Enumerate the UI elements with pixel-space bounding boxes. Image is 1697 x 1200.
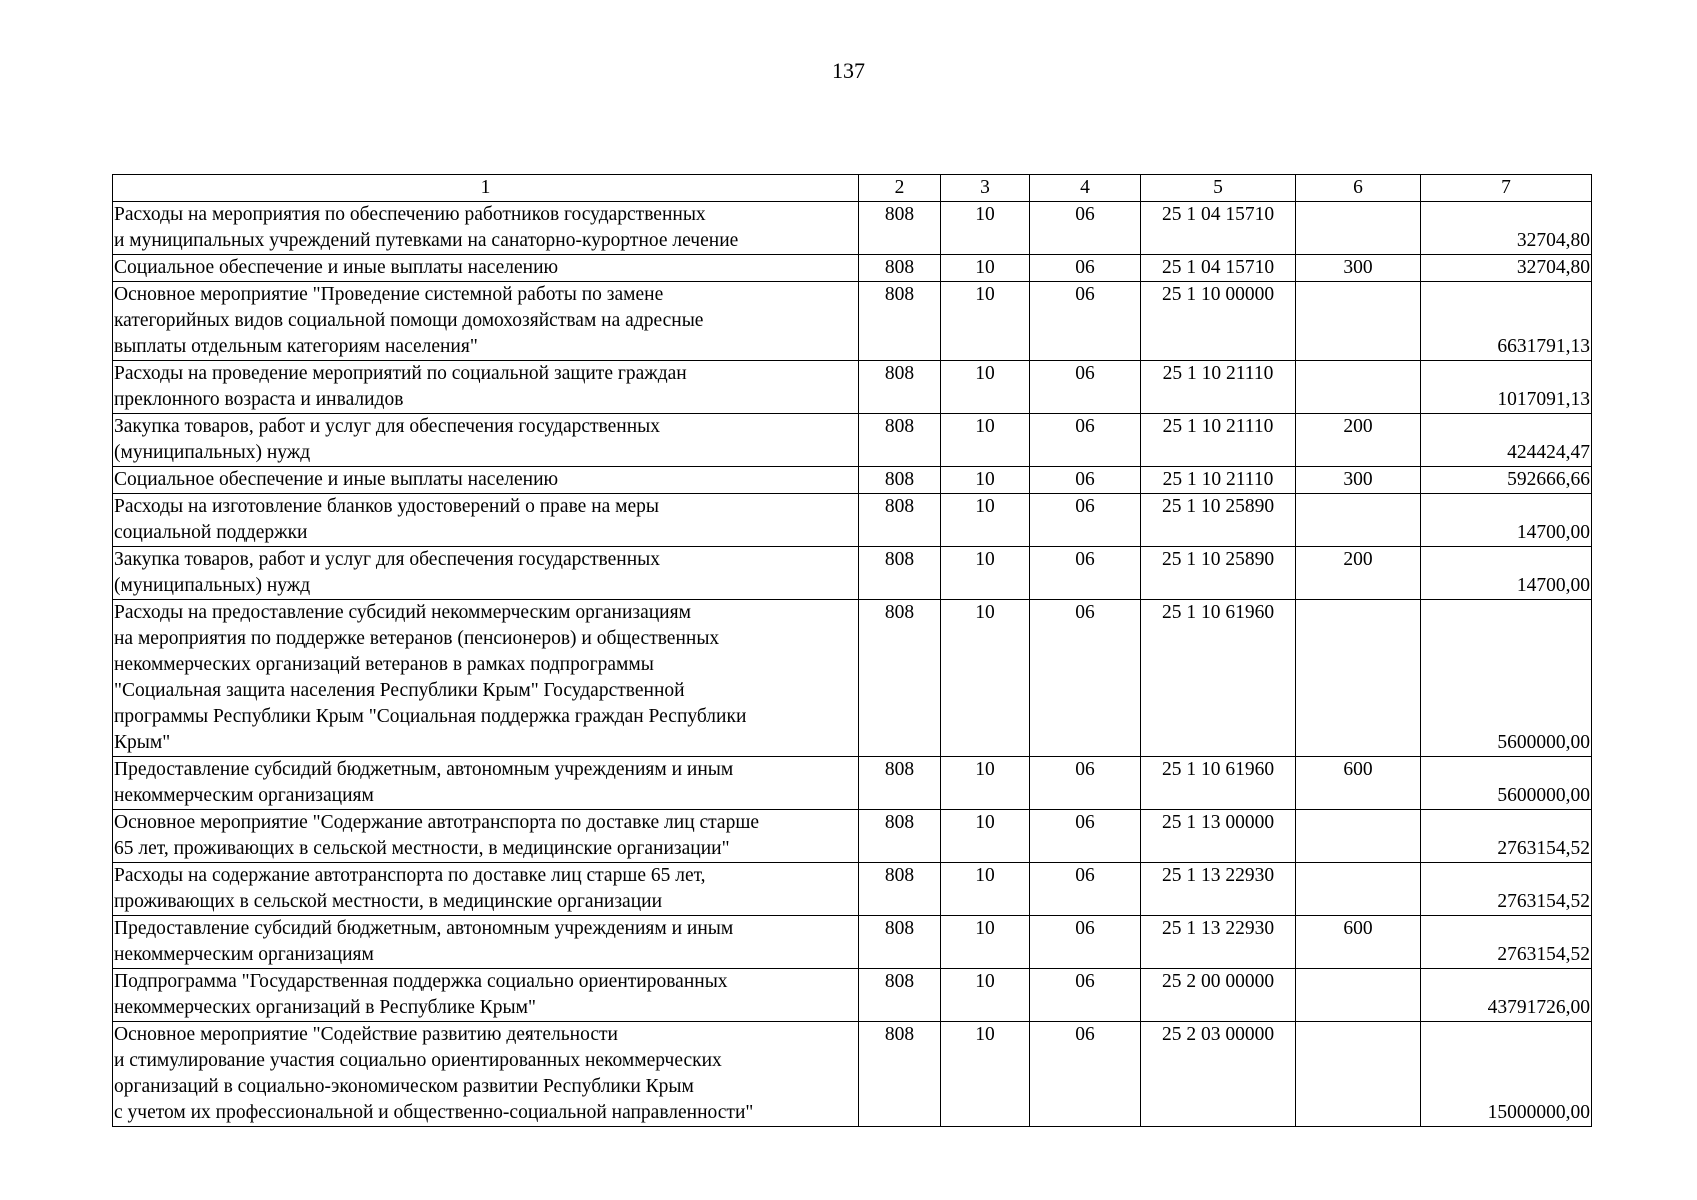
row-section-code: 10 — [941, 361, 1030, 414]
row-admin-code: 808 — [859, 916, 941, 969]
column-header: 6 — [1296, 175, 1421, 202]
row-amount: 592666,66 — [1421, 467, 1592, 494]
row-amount: 14700,00 — [1421, 494, 1592, 547]
row-amount: 15000000,00 — [1421, 1022, 1592, 1127]
row-section-code: 10 — [941, 916, 1030, 969]
row-description: Предоставление субсидий бюджетным, автономным учреждениям и иным некоммерческим организациям — [113, 916, 859, 969]
row-subsection-code: 06 — [1030, 757, 1141, 810]
row-amount: 5600000,00 — [1421, 600, 1592, 757]
row-subsection-code: 06 — [1030, 414, 1141, 467]
row-description: Расходы на предоставление субсидий некоммерческим организациям на мероприятия по поддержке ветеранов (пенсионеров) и общественных некоммерческих организаций ветеранов в рамках подпрограммы "Социальная защита населения Республики Крым" Государственной программы Республики Крым "Социальная поддержка граждан Республики Крым" — [113, 600, 859, 757]
row-description: Расходы на проведение мероприятий по социальной защите граждан преклонного возраста и инвалидов — [113, 361, 859, 414]
row-admin-code: 808 — [859, 547, 941, 600]
row-target-article: 25 1 10 25890 — [1141, 547, 1296, 600]
row-admin-code: 808 — [859, 494, 941, 547]
row-amount: 14700,00 — [1421, 547, 1592, 600]
row-admin-code: 808 — [859, 600, 941, 757]
row-expense-type — [1296, 600, 1421, 757]
column-header: 7 — [1421, 175, 1592, 202]
row-expense-type: 200 — [1296, 414, 1421, 467]
table-row — [113, 969, 1592, 1022]
row-section-code: 10 — [941, 202, 1030, 255]
row-expense-type — [1296, 1022, 1421, 1127]
page-number: 137 — [832, 58, 865, 83]
row-subsection-code: 06 — [1030, 863, 1141, 916]
row-target-article: 25 1 10 00000 — [1141, 282, 1296, 361]
row-target-article: 25 1 04 15710 — [1141, 202, 1296, 255]
row-subsection-code: 06 — [1030, 810, 1141, 863]
row-admin-code: 808 — [859, 282, 941, 361]
table-row — [113, 255, 1592, 282]
column-header: 2 — [859, 175, 941, 202]
table-row — [113, 810, 1592, 863]
row-target-article: 25 1 10 21110 — [1141, 361, 1296, 414]
row-subsection-code: 06 — [1030, 600, 1141, 757]
row-target-article: 25 1 13 22930 — [1141, 916, 1296, 969]
row-target-article: 25 1 10 21110 — [1141, 414, 1296, 467]
row-section-code: 10 — [941, 600, 1030, 757]
row-amount: 6631791,13 — [1421, 282, 1592, 361]
row-subsection-code: 06 — [1030, 969, 1141, 1022]
row-subsection-code: 06 — [1030, 467, 1141, 494]
table-row — [113, 757, 1592, 810]
row-section-code: 10 — [941, 494, 1030, 547]
row-section-code: 10 — [941, 255, 1030, 282]
row-description: Расходы на содержание автотранспорта по доставке лиц старше 65 лет, проживающих в сельской местности, в медицинские организации — [113, 863, 859, 916]
row-description: Расходы на мероприятия по обеспечению работников государственных и муниципальных учреждений путевками на санаторно-курортное лечение — [113, 202, 859, 255]
row-expense-type: 300 — [1296, 467, 1421, 494]
row-amount: 2763154,52 — [1421, 863, 1592, 916]
row-target-article: 25 2 03 00000 — [1141, 1022, 1296, 1127]
row-description: Подпрограмма "Государственная поддержка социально ориентированных некоммерческих организаций в Республике Крым" — [113, 969, 859, 1022]
table-body — [113, 202, 1592, 1127]
row-subsection-code: 06 — [1030, 916, 1141, 969]
row-section-code: 10 — [941, 282, 1030, 361]
table-row — [113, 282, 1592, 361]
row-section-code: 10 — [941, 757, 1030, 810]
row-target-article: 25 2 00 00000 — [1141, 969, 1296, 1022]
row-subsection-code: 06 — [1030, 1022, 1141, 1127]
row-section-code: 10 — [941, 467, 1030, 494]
row-description: Закупка товаров, работ и услуг для обеспечения государственных (муниципальных) нужд — [113, 414, 859, 467]
table-row — [113, 414, 1592, 467]
row-amount: 43791726,00 — [1421, 969, 1592, 1022]
row-expense-type: 600 — [1296, 916, 1421, 969]
row-expense-type — [1296, 282, 1421, 361]
row-admin-code: 808 — [859, 969, 941, 1022]
row-admin-code: 808 — [859, 863, 941, 916]
row-amount: 32704,80 — [1421, 255, 1592, 282]
row-expense-type — [1296, 810, 1421, 863]
row-admin-code: 808 — [859, 467, 941, 494]
row-subsection-code: 06 — [1030, 547, 1141, 600]
table-row — [113, 361, 1592, 414]
table-row — [113, 916, 1592, 969]
row-target-article: 25 1 13 00000 — [1141, 810, 1296, 863]
row-expense-type — [1296, 969, 1421, 1022]
row-expense-type: 200 — [1296, 547, 1421, 600]
row-target-article: 25 1 10 61960 — [1141, 600, 1296, 757]
row-subsection-code: 06 — [1030, 361, 1141, 414]
table-row — [113, 467, 1592, 494]
row-admin-code: 808 — [859, 202, 941, 255]
row-subsection-code: 06 — [1030, 282, 1141, 361]
table-row — [113, 600, 1592, 757]
budget-table — [112, 174, 1592, 1127]
row-description: Основное мероприятие "Проведение системной работы по замене категорийных видов социальной помощи домохозяйствам на адресные выплаты отдельным категориям населения" — [113, 282, 859, 361]
row-section-code: 10 — [941, 1022, 1030, 1127]
row-expense-type: 300 — [1296, 255, 1421, 282]
row-admin-code: 808 — [859, 810, 941, 863]
column-header: 1 — [113, 175, 859, 202]
table-row — [113, 547, 1592, 600]
row-admin-code: 808 — [859, 757, 941, 810]
row-description: Расходы на изготовление бланков удостоверений о праве на меры социальной поддержки — [113, 494, 859, 547]
row-description: Социальное обеспечение и иные выплаты населению — [113, 255, 859, 282]
row-target-article: 25 1 04 15710 — [1141, 255, 1296, 282]
row-expense-type — [1296, 202, 1421, 255]
column-header: 5 — [1141, 175, 1296, 202]
row-amount: 424424,47 — [1421, 414, 1592, 467]
table-row — [113, 1022, 1592, 1127]
row-admin-code: 808 — [859, 361, 941, 414]
row-amount: 5600000,00 — [1421, 757, 1592, 810]
table-row — [113, 202, 1592, 255]
column-header: 4 — [1030, 175, 1141, 202]
row-subsection-code: 06 — [1030, 202, 1141, 255]
row-description: Основное мероприятие "Содействие развитию деятельности и стимулирование участия социально ориентированных некоммерческих организаций в социально-экономическом развитии Республики Крым с учетом их профессиональной и общественно-социальной направленности" — [113, 1022, 859, 1127]
column-header: 3 — [941, 175, 1030, 202]
row-expense-type — [1296, 494, 1421, 547]
row-target-article: 25 1 13 22930 — [1141, 863, 1296, 916]
row-section-code: 10 — [941, 414, 1030, 467]
row-subsection-code: 06 — [1030, 494, 1141, 547]
row-description: Предоставление субсидий бюджетным, автономным учреждениям и иным некоммерческим организациям — [113, 757, 859, 810]
row-target-article: 25 1 10 25890 — [1141, 494, 1296, 547]
row-section-code: 10 — [941, 810, 1030, 863]
row-section-code: 10 — [941, 969, 1030, 1022]
row-description: Закупка товаров, работ и услуг для обеспечения государственных (муниципальных) нужд — [113, 547, 859, 600]
row-target-article: 25 1 10 21110 — [1141, 467, 1296, 494]
row-target-article: 25 1 10 61960 — [1141, 757, 1296, 810]
row-description: Основное мероприятие "Содержание автотранспорта по доставке лиц старше 65 лет, проживающих в сельской местности, в медицинские организации" — [113, 810, 859, 863]
row-subsection-code: 06 — [1030, 255, 1141, 282]
row-description: Социальное обеспечение и иные выплаты населению — [113, 467, 859, 494]
table-header-row — [113, 175, 1592, 202]
row-section-code: 10 — [941, 547, 1030, 600]
row-admin-code: 808 — [859, 414, 941, 467]
table-row — [113, 863, 1592, 916]
row-admin-code: 808 — [859, 1022, 941, 1127]
row-section-code: 10 — [941, 863, 1030, 916]
row-amount: 32704,80 — [1421, 202, 1592, 255]
row-expense-type — [1296, 361, 1421, 414]
row-amount: 1017091,13 — [1421, 361, 1592, 414]
row-amount: 2763154,52 — [1421, 810, 1592, 863]
table-row — [113, 494, 1592, 547]
row-expense-type: 600 — [1296, 757, 1421, 810]
row-admin-code: 808 — [859, 255, 941, 282]
row-expense-type — [1296, 863, 1421, 916]
row-amount: 2763154,52 — [1421, 916, 1592, 969]
